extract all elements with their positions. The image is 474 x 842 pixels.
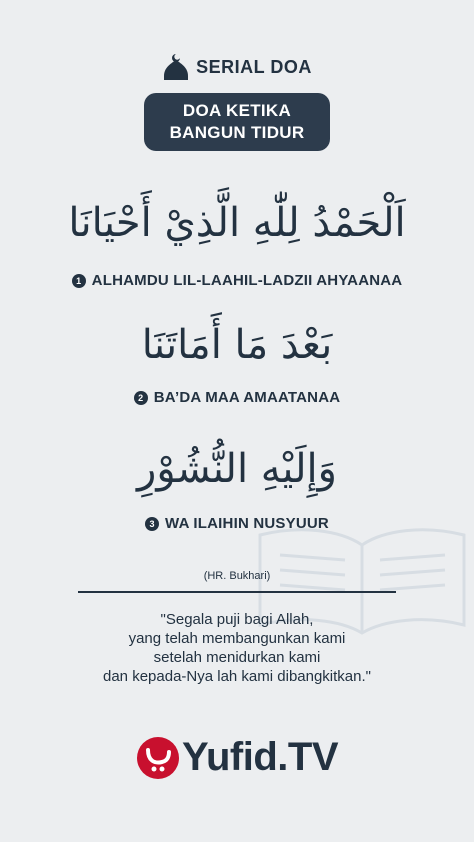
series-header <box>0 52 474 82</box>
title-line-2: BANGUN TIDUR <box>169 123 305 142</box>
brand-logo <box>0 735 474 780</box>
series-label: SERIAL DOA <box>196 56 312 77</box>
hadith-source: (HR. Bukhari) <box>203 570 271 582</box>
title-line-1: DOA KETIKA <box>182 101 292 120</box>
translation-line-2: yang telah membangunkan kami <box>128 630 346 647</box>
latin-verse-1: ALHAMDU LIL-LAAHIL-LADZII AHYAANAA <box>91 272 403 289</box>
translation-block <box>0 610 474 686</box>
number-badge: 1 <box>72 274 86 288</box>
arabic-verse-2: بَعْدَ مَا أَمَاتَنَا <box>141 322 333 368</box>
latin-verse-3: WA ILAIHIN NUSYUUR <box>165 515 329 532</box>
series-label-group <box>162 52 312 82</box>
divider <box>78 591 396 593</box>
translation-line-4: dan kepada-Nya lah kami dibangkitkan." <box>103 668 371 685</box>
latin-verse-3-row <box>0 515 474 532</box>
title-badge <box>144 93 330 151</box>
brand-name: Yufid.TV <box>182 735 338 779</box>
latin-verse-2: BA’DA MAA AMAATANAA <box>153 389 341 406</box>
mosque-icon <box>162 52 190 82</box>
number-badge: 3 <box>145 517 159 531</box>
yufid-logo-icon <box>136 736 180 780</box>
number-badge: 2 <box>134 391 148 405</box>
latin-verse-2-row <box>0 389 474 406</box>
arabic-verse-1: اَلْحَمْدُ لِلّٰهِ الَّذِيْ أَحْيَانَا <box>68 200 406 246</box>
translation-line-1: "Segala puji bagi Allah, <box>160 611 314 628</box>
translation-line-3: setelah menidurkan kami <box>153 649 321 666</box>
latin-verse-1-row <box>0 272 474 289</box>
arabic-verse-3: وَإِلَيْهِ النُّشُوْرِ <box>137 446 337 492</box>
